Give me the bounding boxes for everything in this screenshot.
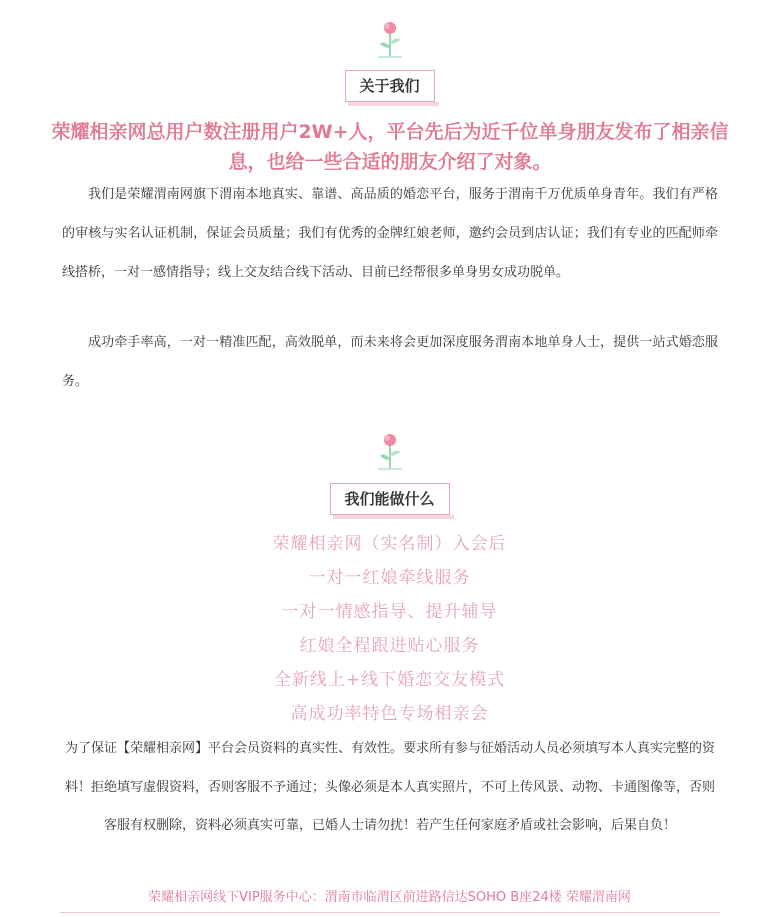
service-item: 一对一红娘牵线服务 [308, 568, 471, 588]
services-title: 我们能做什么 [329, 483, 449, 515]
about-paragraph-2-text: 成功牵手率高，一对一精准匹配，高效脱单，而未来将会更加深度服务渭南本地单身人士，提供一站式婚恋服务。 [62, 335, 718, 389]
service-item: 全新线上+线下婚恋交友模式 [273, 670, 506, 690]
flower-icon [372, 430, 408, 472]
about-paragraph-1-text: 我们是荣耀渭南网旗下渭南本地真实、靠谱、高品质的婚恋平台，服务于渭南千万优质单身青年。我们有严格的审核与实名认证机制，保证会员质量；我们有优秀的金牌红娘老师，邀约会员到店认证；我们有专业的匹配师牵线搭桥，一对一感情指导；线上交友结合线下活动、目前已经帮很多单身男女成功脱单。 [62, 187, 718, 280]
membership-notice: 为了保证【荣耀相亲网】平台会员资料的真实性、有效性。要求所有参与征婚活动人员必须填写本人真实完整的资料！拒绝填写虚假资料，否则客服不予通过；头像必须是本人真实照片，不可上传风景、动物、卡通图像等，否则客服有权删除，资料必须真实可靠，已婚人士请勿扰！若产生任何家庭矛盾或社会影响，后果自负！ [64, 741, 715, 833]
footer-address: 荣耀相亲网线下VIP服务中心：渭南市临渭区前进路信达SOHO B座24楼 荣耀渭南网 [148, 890, 631, 905]
service-item: 高成功率特色专场相亲会 [290, 704, 489, 724]
footer-divider [60, 912, 720, 913]
service-item: 一对一情感指导、提升辅导 [281, 602, 498, 622]
service-item: 荣耀相亲网（实名制）入会后 [272, 534, 507, 554]
flower-icon [372, 18, 408, 60]
about-headline: 荣耀相亲网总用户数注册用户2W+人，平台先后为近千位单身朋友发布了相亲信息，也给一些合适的朋友介绍了对象。 [51, 121, 729, 173]
services-list [0, 527, 779, 731]
service-item: 红娘全程跟进贴心服务 [299, 636, 480, 656]
about-paragraph-1 [62, 175, 718, 292]
about-paragraph-2 [62, 323, 718, 401]
about-title: 关于我们 [344, 70, 434, 102]
